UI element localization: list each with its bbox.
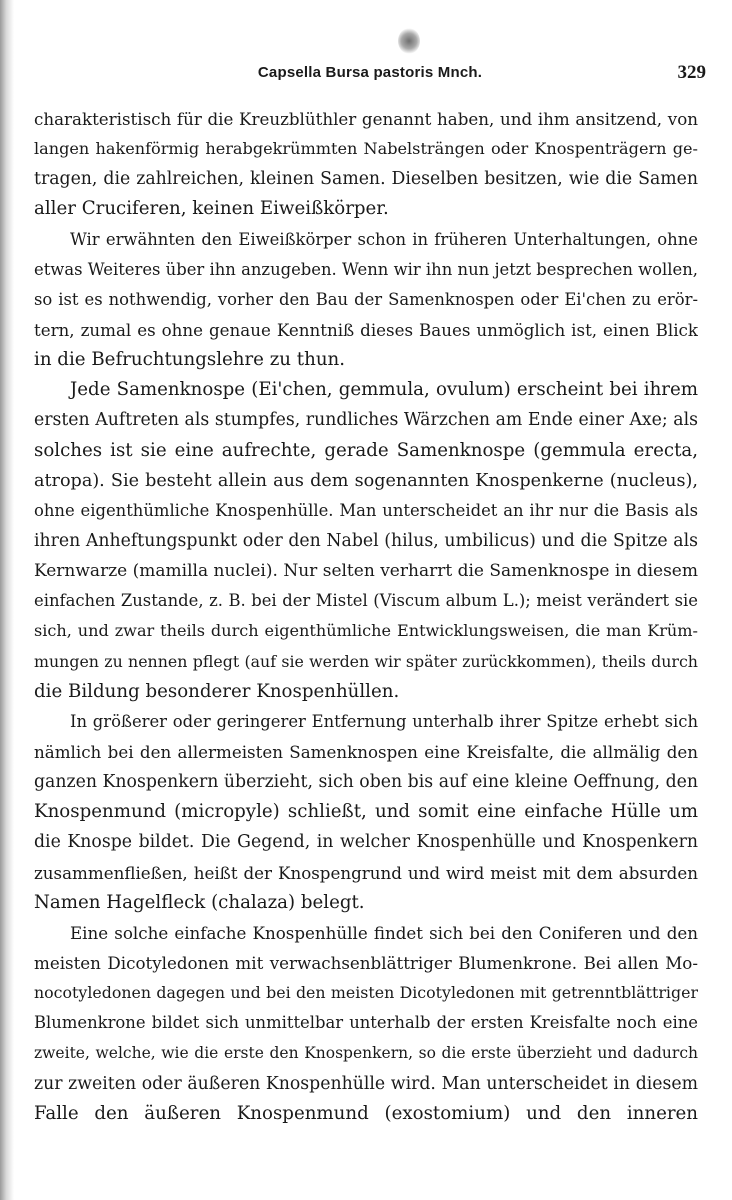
- text-line: zusammenfließen, heißt der Knospengrund und wird meist mit dem absurden: [34, 862, 698, 883]
- text-line: tern, zumal es ohne genaue Kenntniß dieses Baues unmöglich ist, einen Blick: [34, 319, 698, 340]
- text-line: Knospenmund (micropyle) schließt, und somit eine einfache Hülle um: [34, 801, 698, 823]
- text-line: solches ist sie eine aufrechte, gerade Samenknospe (gemmula erecta,: [34, 439, 698, 461]
- text-line: so ist es nothwendig, vorher den Bau der Samenknospen oder Ei'chen zu erör-: [34, 289, 698, 309]
- running-title: Capsella Bursa pastoris Mnch.: [257, 64, 483, 81]
- text-line: nämlich bei den allermeisten Samenknospen eine Kreisfalte, die allmälig den: [34, 741, 698, 762]
- text-line: ihren Anheftungspunkt oder den Nabel (hilus, umbilicus) und die Spitze als: [34, 530, 698, 551]
- text-line: charakteristisch für die Kreuzblüthler genannt haben, und ihm ansitzend, von: [34, 109, 698, 129]
- text-line: Wir erwähnten den Eiweißkörper schon in früheren Unterhaltungen, ohne: [70, 229, 698, 249]
- text-line: sich, und zwar theils durch eigenthümliche Entwicklungsweisen, die man Krüm-: [34, 621, 698, 641]
- text-line: Namen Hagelfleck (chalaza) belegt.: [34, 891, 365, 913]
- text-line: Falle den äußeren Knospenmund (exostomium) und den inneren: [34, 1102, 698, 1124]
- text-line: Kernwarze (mamilla nuclei). Nur selten verharrt die Samenknospe in diesem: [34, 561, 698, 582]
- paragraph-4: [34, 707, 698, 918]
- ink-smudge: [398, 28, 420, 54]
- text-line: zweite, welche, wie die erste den Knospenkern, so die erste überzieht und dadurch: [34, 1044, 698, 1063]
- paragraph-5: [34, 918, 698, 1129]
- text-line: ersten Auftreten als stumpfes, rundliches Wärzchen am Ende einer Axe; als: [34, 410, 698, 431]
- text-line: die Bildung besonderer Knospenhüllen.: [34, 680, 400, 702]
- text-line: etwas Weiteres über ihn anzugeben. Wenn wir ihn nun jetzt besprechen wollen,: [34, 259, 698, 279]
- text-line: In größerer oder geringerer Entfernung unterhalb ihrer Spitze erhebt sich: [70, 711, 698, 731]
- text-line: Jede Samenknospe (Ei'chen, gemmula, ovulum) erscheint bei ihrem: [70, 379, 698, 401]
- text-line: zur zweiten oder äußeren Knospenhülle wird. Man unterscheidet in diesem: [34, 1073, 698, 1094]
- text-line: mungen zu nennen pflegt (auf sie werden wir später zurückkommen), theils durch: [34, 651, 698, 671]
- text-line: Eine solche einfache Knospenhülle findet sich bei den Coniferen und den: [70, 922, 698, 943]
- text-line: atropa). Sie besteht allein aus dem sogenannten Knospenkerne (nucleus),: [34, 470, 698, 491]
- text-line: die Knospe bildet. Die Gegend, in welcher Knospenhülle und Knospenkern: [34, 832, 698, 853]
- paragraph-2: [34, 225, 698, 376]
- text-line: einfachen Zustande, z. B. bei der Mistel (Viscum album L.); meist verändert sie: [34, 591, 698, 611]
- text-line: ohne eigenthümliche Knospenhülle. Man unterscheidet an ihr nur die Basis als: [34, 500, 698, 520]
- text-line: nocotyledonen dagegen und bei den meisten Dicotyledonen mit getrenntblättriger: [34, 983, 698, 1003]
- paragraph-1: [34, 104, 698, 225]
- text-line: in die Befruchtungslehre zu thun.: [34, 349, 346, 371]
- text-line: Blumenkrone bildet sich unmittelbar unterhalb der ersten Kreisfalte noch eine: [34, 1013, 698, 1033]
- text-line: meisten Dicotyledonen mit verwachsenblättriger Blumenkrone. Bei allen Mo-: [34, 952, 698, 973]
- text-line: tragen, die zahlreichen, kleinen Samen. Dieselben besitzen, wie die Samen: [34, 169, 698, 190]
- text-line: ganzen Knospenkern überzieht, sich oben bis auf eine kleine Oeffnung, den: [34, 772, 698, 793]
- page-spine-shadow: [0, 0, 14, 1200]
- running-head: [34, 62, 706, 86]
- body-text: [34, 104, 698, 1129]
- text-line: aller Cruciferen, keinen Eiweißkörper.: [34, 198, 389, 220]
- page-number: 329: [677, 62, 706, 83]
- paragraph-3: [34, 375, 698, 707]
- text-line: langen hakenförmig herabgekrümmten Nabelsträngen oder Knospenträgern ge-: [34, 139, 698, 159]
